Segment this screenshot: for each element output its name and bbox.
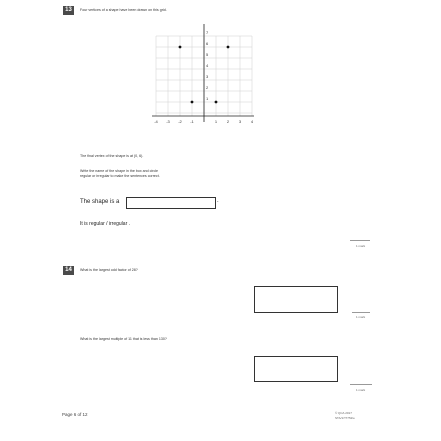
- y-tick-label: 4: [206, 63, 209, 68]
- x-tick-label: 1: [214, 119, 218, 124]
- odd-factor-answer-box[interactable]: [254, 286, 338, 313]
- multiple-answer-box[interactable]: [254, 356, 338, 382]
- y-tick-label: 1: [206, 96, 209, 101]
- y-tick-label: 6: [206, 41, 209, 46]
- y-tick-label: 7: [206, 30, 209, 35]
- marks-label: 1 mark: [356, 244, 366, 248]
- mark-line: [350, 240, 370, 241]
- mark-line: [350, 384, 372, 385]
- marks-label: 1 mark: [356, 315, 366, 319]
- y-tick-label: 5: [206, 52, 209, 57]
- regular-irregular-sentence[interactable]: It is regular / irregular .: [80, 221, 131, 227]
- question-number-badge: 13: [63, 6, 74, 15]
- mark-line: [352, 312, 370, 313]
- x-tick-label: 3: [238, 119, 242, 124]
- x-tick-label: -4: [154, 119, 158, 124]
- coordinate-grid: [150, 22, 256, 140]
- shape-name-answer-box[interactable]: [126, 197, 216, 209]
- publisher-code: STA/17/7752/e: [335, 416, 355, 420]
- question-number-badge: 14: [63, 266, 74, 275]
- question-prompt: What is the largest odd factor of 28?: [80, 268, 138, 272]
- y-tick-label: 2: [206, 85, 209, 90]
- question-prompt: Four vertices of a shape have been drawn on this grid.: [80, 8, 167, 12]
- instruction-line: regular or irregular to make the sentences correct.: [80, 174, 160, 178]
- sentence-end: .: [217, 198, 219, 204]
- instruction-line: Write the name of the shape in the box and circle: [80, 169, 159, 173]
- page-number: Page 6 of 12: [62, 412, 88, 417]
- marks-label: 1 mark: [356, 388, 366, 392]
- y-tick-label: 3: [206, 74, 209, 79]
- x-tick-label: 4: [250, 119, 254, 124]
- x-tick-label: -1: [190, 119, 194, 124]
- shape-sentence: [80, 199, 119, 205]
- vertex-point: [191, 101, 194, 104]
- vertex-point: [227, 46, 230, 49]
- fifth-vertex-text: The final vertex of the shape is at (0, 6).: [80, 154, 144, 158]
- x-tick-label: -3: [166, 119, 170, 124]
- x-tick-label: -2: [178, 119, 182, 124]
- copyright-notice: © QCA 2017: [335, 411, 352, 415]
- x-tick-label: 2: [226, 119, 230, 124]
- vertex-point: [215, 101, 218, 104]
- question-prompt: What is the largest multiple of 11 that is less than 130?: [80, 337, 167, 341]
- sentence-start: The shape is a: [80, 199, 120, 205]
- vertex-point: [179, 46, 182, 49]
